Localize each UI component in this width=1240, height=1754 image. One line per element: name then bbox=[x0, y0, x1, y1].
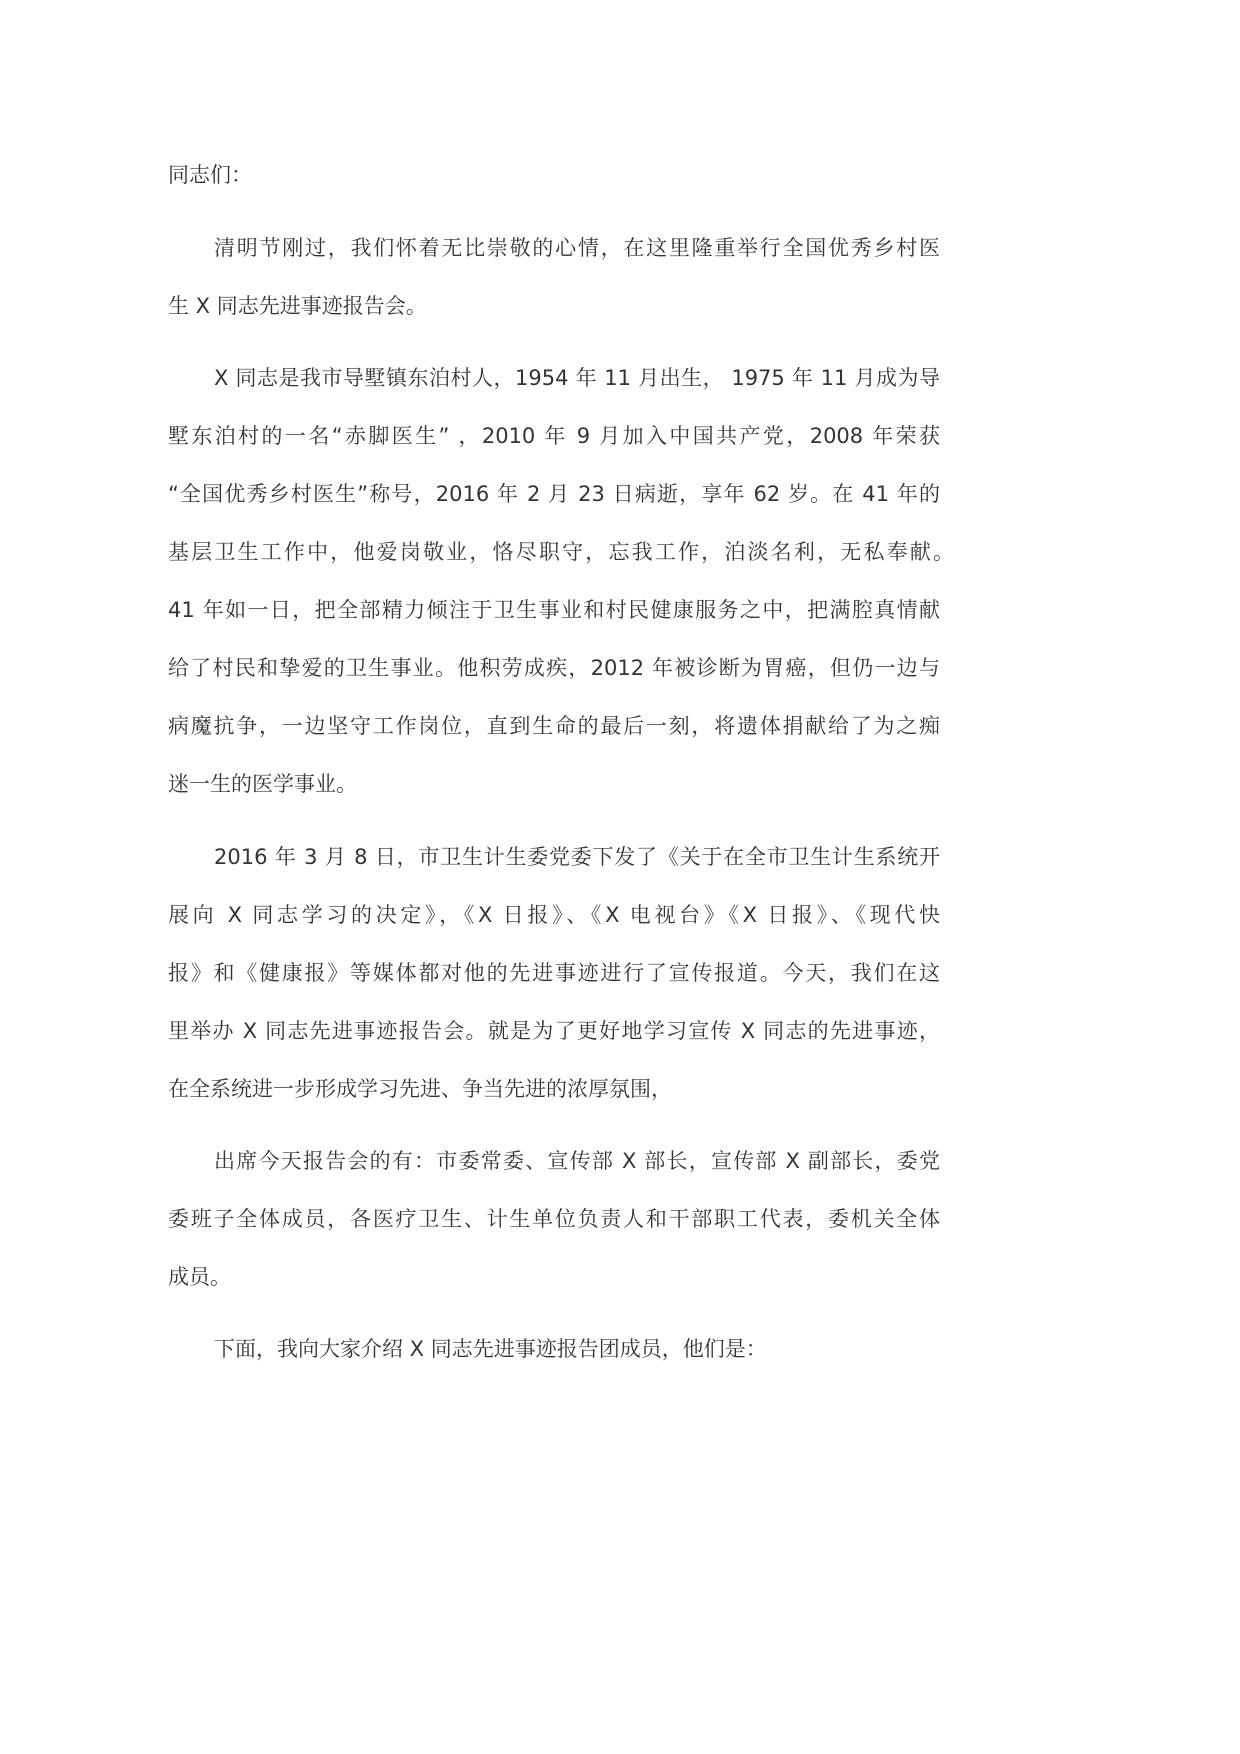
paragraph-line: 迷一生的医学事业。 bbox=[168, 772, 357, 796]
paragraph-line: 41 年如一日，把全部精力倾注于卫生事业和村民健康服务之中，把满腔真情献 bbox=[168, 598, 940, 622]
paragraph-line: 报》和《健康报》等媒体都对他的先进事迹进行了宣传报道。今天，我们在这 bbox=[168, 961, 940, 985]
paragraph-line: 给了村民和挚爱的卫生事业。他积劳成疾，2012 年被诊断为胃癌，但仍一边与 bbox=[168, 656, 940, 680]
paragraph-line: X 同志是我市导墅镇东泊村人，1954 年 11 月出生， 1975 年 11 月成为导 bbox=[214, 366, 940, 390]
paragraph-line: 成员。 bbox=[168, 1265, 231, 1289]
paragraph-line: 出席今天报告会的有：市委常委、宣传部 X 部长，宣传部 X 副部长，委党 bbox=[214, 1149, 940, 1173]
paragraph-line: 2016 年 3 月 8 日，市卫生计生委党委下发了《关于在全市卫生计生系统开 bbox=[214, 845, 940, 869]
salutation: 同志们： bbox=[168, 163, 252, 187]
paragraph-line: 展向 X 同志学习的决定》，《X 日报》、《X 电视台》《X 日报》、《现代快 bbox=[168, 903, 940, 927]
paragraph-line: 墅东泊村的一名“赤脚医生” ，2010 年 9 月加入中国共产党，2008 年荣获 bbox=[168, 424, 940, 448]
paragraph-line: 在全系统进一步形成学习先进、争当先进的浓厚氛围， bbox=[168, 1077, 672, 1101]
paragraph-line: 委班子全体成员，各医疗卫生、计生单位负责人和干部职工代表，委机关全体 bbox=[168, 1207, 940, 1231]
paragraph-line: 生 X 同志先进事迹报告会。 bbox=[168, 294, 427, 318]
paragraph-line: 清明节刚过，我们怀着无比崇敬的心情，在这里隆重举行全国优秀乡村医 bbox=[214, 236, 940, 260]
paragraph-line: 基层卫生工作中，他爱岗敬业，恪尽职守，忘我工作，泊淡名利，无私奉献。 bbox=[168, 540, 954, 564]
paragraph-line: “全国优秀乡村医生”称号，2016 年 2 月 23 日病逝，享年 62 岁。在 41 年的 bbox=[168, 482, 940, 506]
paragraph-line: 病魔抗争，一边坚守工作岗位，直到生命的最后一刻，将遗体捐献给了为之痴 bbox=[168, 714, 940, 738]
paragraph-line: 里举办 X 同志先进事迹报告会。就是为了更好地学习宣传 X 同志的先进事迹， bbox=[168, 1019, 940, 1043]
paragraph-line: 下面，我向大家介绍 X 同志先进事迹报告团成员，他们是： bbox=[214, 1337, 767, 1361]
